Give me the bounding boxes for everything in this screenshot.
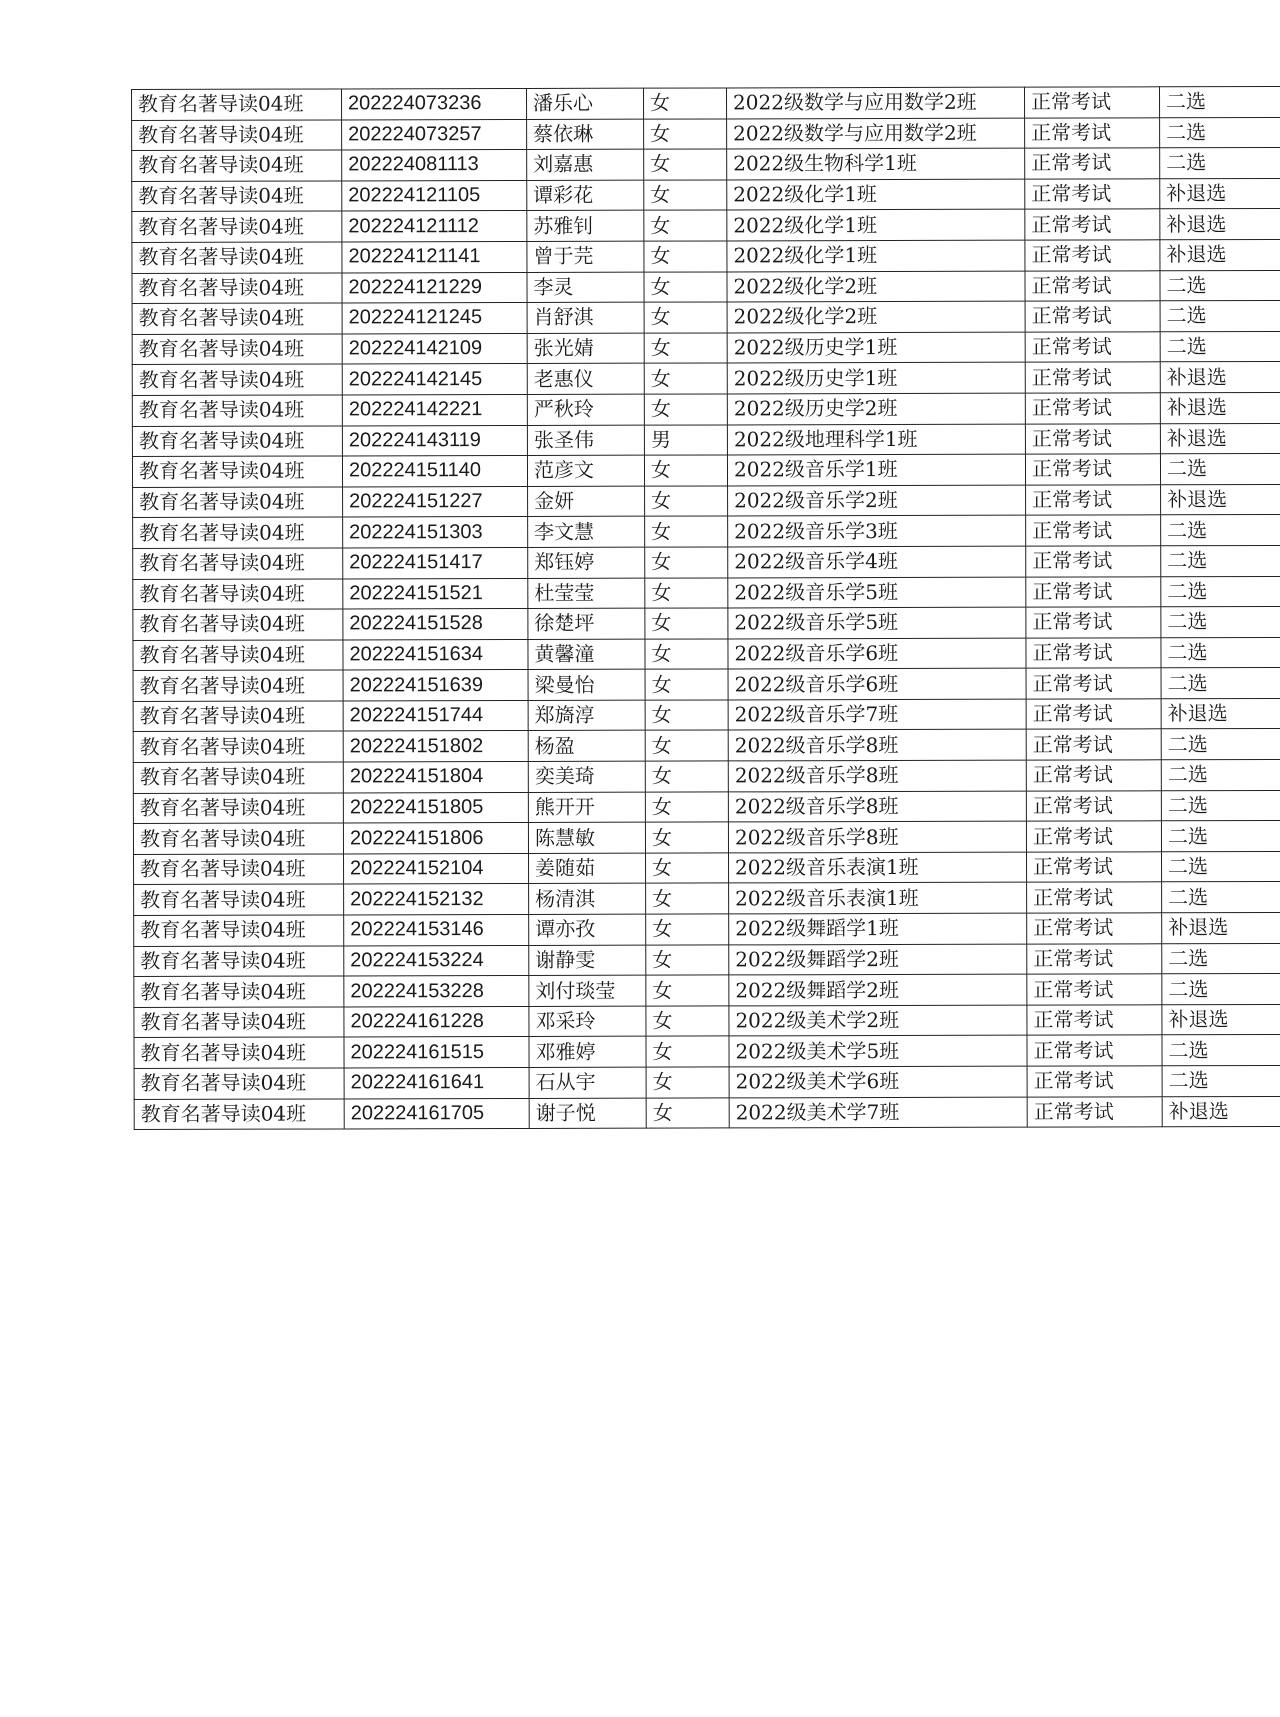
gender-cell: 女: [644, 241, 727, 272]
selection-type-cell: 二选: [1162, 1035, 1280, 1066]
gender-cell: 女: [646, 1006, 729, 1037]
class-cell: 2022级舞蹈学2班: [729, 974, 1027, 1005]
student-name-cell: 熊开开: [528, 792, 645, 823]
selection-type-cell: 二选: [1161, 790, 1280, 821]
selection-type-cell: 二选: [1161, 760, 1280, 791]
gender-cell: 女: [645, 608, 728, 639]
course-cell: 教育名著导读04班: [134, 946, 344, 977]
selection-type-cell: 补退选: [1160, 392, 1280, 423]
course-cell: 教育名著导读04班: [132, 456, 342, 487]
table-row: [132, 209, 1280, 243]
student-name-cell: 石从宇: [529, 1067, 646, 1098]
table-row: [133, 484, 1280, 518]
gender-cell: 女: [644, 363, 727, 394]
selection-type-cell: 二选: [1161, 668, 1280, 699]
class-cell: 2022级美术学2班: [729, 1005, 1027, 1036]
class-cell: 2022级音乐学6班: [728, 668, 1026, 699]
gender-cell: 女: [644, 272, 727, 303]
student-name-cell: 金妍: [528, 486, 645, 517]
student-id-cell: 202224151804: [343, 762, 528, 793]
table-row: [134, 912, 1280, 946]
student-id-cell: 202224151227: [343, 486, 528, 517]
class-cell: 2022级音乐学8班: [728, 760, 1026, 791]
student-id-cell: 202224073257: [342, 119, 527, 150]
gender-cell: 女: [644, 119, 727, 150]
course-cell: 教育名著导读04班: [134, 1037, 344, 1068]
table-row: [132, 331, 1280, 365]
class-cell: 2022级音乐表演1班: [729, 852, 1027, 883]
course-cell: 教育名著导读04班: [133, 609, 343, 640]
exam-type-cell: 正常考试: [1026, 821, 1161, 852]
class-cell: 2022级化学1班: [727, 240, 1025, 271]
course-cell: 教育名著导读04班: [134, 1007, 344, 1038]
student-name-cell: 姜随茹: [529, 853, 646, 884]
course-cell: 教育名著导读04班: [134, 884, 344, 915]
student-name-cell: 杜莹莹: [528, 578, 645, 609]
student-name-cell: 邓采玲: [529, 1006, 646, 1037]
table-row: [132, 178, 1280, 212]
selection-type-cell: 二选: [1161, 545, 1280, 576]
class-cell: 2022级音乐学8班: [728, 821, 1026, 852]
gender-cell: 女: [645, 516, 728, 547]
table-row: [132, 270, 1280, 304]
class-cell: 2022级音乐学4班: [728, 546, 1026, 577]
exam-type-cell: 正常考试: [1027, 943, 1162, 974]
selection-type-cell: 补退选: [1162, 1004, 1280, 1035]
selection-type-cell: 二选: [1161, 576, 1280, 607]
class-cell: 2022级音乐学1班: [727, 454, 1025, 485]
exam-type-cell: 正常考试: [1026, 790, 1161, 821]
student-id-cell: 202224151744: [343, 700, 528, 731]
student-id-cell: 202224121229: [342, 272, 527, 303]
selection-type-cell: 补退选: [1162, 912, 1280, 943]
student-id-cell: 202224161705: [344, 1098, 529, 1129]
student-id-cell: 202224151417: [343, 547, 528, 578]
student-id-cell: 202224151303: [343, 517, 528, 548]
student-name-cell: 李文慧: [528, 516, 645, 547]
selection-type-cell: 二选: [1162, 882, 1280, 913]
student-id-cell: 202224143119: [342, 425, 527, 456]
exam-type-cell: 正常考试: [1026, 576, 1161, 607]
exam-type-cell: 正常考试: [1027, 1005, 1162, 1036]
table-row: [134, 1035, 1280, 1069]
table-row: [133, 821, 1280, 855]
student-name-cell: 刘嘉惠: [527, 149, 644, 180]
exam-type-cell: 正常考试: [1025, 454, 1160, 485]
gender-cell: 女: [644, 302, 727, 333]
class-cell: 2022级生物科学1班: [727, 148, 1025, 179]
student-name-cell: 张圣伟: [527, 425, 644, 456]
table-row: [134, 851, 1280, 885]
exam-type-cell: 正常考试: [1027, 1096, 1162, 1127]
selection-type-cell: 二选: [1160, 117, 1280, 148]
course-cell: 教育名著导读04班: [134, 854, 344, 885]
gender-cell: 女: [645, 547, 728, 578]
selection-type-cell: 补退选: [1161, 698, 1280, 729]
selection-type-cell: 二选: [1161, 729, 1280, 760]
student-id-cell: 202224152104: [344, 853, 529, 884]
gender-cell: 女: [645, 639, 728, 670]
exam-type-cell: 正常考试: [1027, 913, 1162, 944]
table-row: [134, 943, 1280, 977]
student-name-cell: 奕美琦: [528, 761, 645, 792]
student-name-cell: 谭彩花: [527, 180, 644, 211]
class-cell: 2022级化学2班: [727, 271, 1025, 302]
class-cell: 2022级舞蹈学1班: [729, 913, 1027, 944]
student-id-cell: 202224081113: [342, 150, 527, 181]
gender-cell: 女: [644, 333, 727, 364]
exam-type-cell: 正常考试: [1025, 117, 1160, 148]
gender-cell: 女: [645, 486, 728, 517]
exam-type-cell: 正常考试: [1027, 1035, 1162, 1066]
class-cell: 2022级音乐学5班: [728, 577, 1026, 608]
table-row: [133, 576, 1280, 610]
class-cell: 2022级音乐学3班: [728, 515, 1026, 546]
selection-type-cell: 二选: [1162, 974, 1280, 1005]
student-id-cell: 202224142109: [342, 333, 527, 364]
gender-cell: 女: [644, 149, 727, 180]
student-name-cell: 陈慧敏: [528, 822, 645, 853]
student-name-cell: 黄馨潼: [528, 639, 645, 670]
course-cell: 教育名著导读04班: [132, 273, 342, 304]
exam-type-cell: 正常考试: [1026, 637, 1161, 668]
selection-type-cell: 二选: [1159, 86, 1280, 117]
course-cell: 教育名著导读04班: [134, 915, 344, 946]
exam-type-cell: 正常考试: [1025, 393, 1160, 424]
student-name-cell: 曾于芫: [527, 241, 644, 272]
course-cell: 教育名著导读04班: [132, 303, 342, 334]
exam-type-cell: 正常考试: [1027, 852, 1162, 883]
gender-cell: 女: [646, 853, 729, 884]
gender-cell: 女: [646, 914, 729, 945]
exam-type-cell: 正常考试: [1027, 1066, 1162, 1097]
student-id-cell: 202224151140: [342, 456, 527, 487]
gender-cell: 男: [644, 424, 727, 455]
selection-type-cell: 二选: [1161, 637, 1280, 668]
course-cell: 教育名著导读04班: [132, 364, 342, 395]
course-cell: 教育名著导读04班: [132, 395, 342, 426]
student-name-cell: 谢静雯: [529, 945, 646, 976]
class-cell: 2022级音乐学7班: [728, 699, 1026, 730]
selection-type-cell: 二选: [1162, 1065, 1280, 1096]
class-cell: 2022级音乐学2班: [728, 485, 1026, 516]
student-id-cell: 202224153228: [344, 976, 529, 1007]
gender-cell: 女: [646, 1098, 729, 1129]
class-cell: 2022级数学与应用数学2班: [726, 87, 1024, 118]
table-row: [132, 239, 1280, 273]
student-id-cell: 202224121245: [342, 303, 527, 334]
selection-type-cell: 二选: [1161, 607, 1280, 638]
table-row: [133, 790, 1280, 824]
student-name-cell: 郑旖淳: [528, 700, 645, 731]
student-id-cell: 202224151639: [343, 670, 528, 701]
exam-type-cell: 正常考试: [1025, 148, 1160, 179]
student-id-cell: 202224151805: [343, 792, 528, 823]
exam-type-cell: 正常考试: [1025, 179, 1160, 210]
student-id-cell: 202224151806: [343, 823, 528, 854]
selection-type-cell: 补退选: [1160, 178, 1280, 209]
exam-type-cell: 正常考试: [1026, 607, 1161, 638]
student-name-cell: 谭亦孜: [529, 914, 646, 945]
class-cell: 2022级音乐学8班: [728, 730, 1026, 761]
gender-cell: 女: [645, 730, 728, 761]
course-cell: 教育名著导读04班: [133, 670, 343, 701]
course-cell: 教育名著导读04班: [133, 517, 343, 548]
student-name-cell: 严秋玲: [527, 394, 644, 425]
exam-type-cell: 正常考试: [1027, 882, 1162, 913]
selection-type-cell: 二选: [1161, 821, 1280, 852]
course-cell: 教育名著导读04班: [132, 425, 342, 456]
selection-type-cell: 二选: [1162, 851, 1280, 882]
class-cell: 2022级历史学1班: [727, 332, 1025, 363]
exam-type-cell: 正常考试: [1026, 485, 1161, 516]
exam-type-cell: 正常考试: [1025, 362, 1160, 393]
table-row: [133, 668, 1280, 702]
class-cell: 2022级音乐表演1班: [729, 883, 1027, 914]
table-row: [133, 729, 1280, 763]
selection-type-cell: 二选: [1162, 943, 1280, 974]
selection-type-cell: 补退选: [1161, 484, 1280, 515]
student-name-cell: 谢子悦: [529, 1098, 646, 1129]
exam-type-cell: 正常考试: [1026, 699, 1161, 730]
student-name-cell: 刘付琰莹: [529, 975, 646, 1006]
gender-cell: 女: [645, 792, 728, 823]
gender-cell: 女: [644, 394, 727, 425]
course-cell: 教育名著导读04班: [133, 793, 343, 824]
student-name-cell: 杨盈: [528, 731, 645, 762]
student-id-cell: 202224151528: [343, 609, 528, 640]
table-row: [132, 148, 1280, 182]
student-id-cell: 202224161228: [344, 1006, 529, 1037]
class-cell: 2022级音乐学5班: [728, 607, 1026, 638]
gender-cell: 女: [646, 1036, 729, 1067]
course-cell: 教育名著导读04班: [134, 976, 344, 1007]
class-cell: 2022级音乐学6班: [728, 638, 1026, 669]
table-row: [132, 301, 1280, 335]
class-cell: 2022级数学与应用数学2班: [727, 118, 1025, 149]
course-cell: 教育名著导读04班: [132, 89, 342, 120]
student-id-cell: 202224161641: [344, 1067, 529, 1098]
exam-type-cell: 正常考试: [1026, 546, 1161, 577]
gender-cell: 女: [646, 975, 729, 1006]
class-cell: 2022级美术学5班: [729, 1036, 1027, 1067]
gender-cell: 女: [644, 180, 727, 211]
table-row: [132, 392, 1280, 426]
gender-cell: 女: [646, 945, 729, 976]
roster-body: [132, 86, 1280, 1129]
student-id-cell: 202224161515: [344, 1037, 529, 1068]
student-name-cell: 苏雅钊: [527, 211, 644, 242]
exam-type-cell: 正常考试: [1026, 515, 1161, 546]
table-row: [132, 362, 1280, 396]
gender-cell: 女: [645, 700, 728, 731]
student-name-cell: 老惠仪: [527, 364, 644, 395]
table-row: [132, 454, 1280, 488]
gender-cell: 女: [643, 88, 726, 119]
student-name-cell: 范彦文: [527, 455, 644, 486]
selection-type-cell: 补退选: [1160, 239, 1280, 270]
table-row: [133, 637, 1280, 671]
table-row: [133, 607, 1280, 641]
exam-type-cell: 正常考试: [1025, 270, 1160, 301]
student-id-cell: 202224073236: [342, 88, 527, 119]
exam-type-cell: 正常考试: [1025, 240, 1160, 271]
selection-type-cell: 二选: [1161, 515, 1280, 546]
exam-type-cell: 正常考试: [1026, 760, 1161, 791]
student-id-cell: 202224121105: [342, 180, 527, 211]
table-row: [134, 1004, 1280, 1038]
student-name-cell: 杨清淇: [529, 884, 646, 915]
exam-type-cell: 正常考试: [1025, 423, 1160, 454]
exam-type-cell: 正常考试: [1026, 729, 1161, 760]
class-cell: 2022级美术学7班: [729, 1097, 1027, 1128]
exam-type-cell: 正常考试: [1026, 668, 1161, 699]
student-name-cell: 张光婧: [527, 333, 644, 364]
course-cell: 教育名著导读04班: [132, 120, 342, 151]
selection-type-cell: 补退选: [1160, 362, 1280, 393]
course-cell: 教育名著导读04班: [133, 640, 343, 671]
gender-cell: 女: [644, 210, 727, 241]
student-id-cell: 202224142145: [342, 364, 527, 395]
student-id-cell: 202224153146: [344, 914, 529, 945]
table-row: [133, 760, 1280, 794]
table-row: [134, 882, 1280, 916]
course-cell: 教育名著导读04班: [132, 334, 342, 365]
student-name-cell: 梁曼怡: [528, 669, 645, 700]
student-id-cell: 202224142221: [342, 394, 527, 425]
table-row: [132, 423, 1280, 457]
student-name-cell: 肖舒淇: [527, 302, 644, 333]
exam-type-cell: 正常考试: [1024, 87, 1159, 118]
student-id-cell: 202224121141: [342, 241, 527, 272]
class-cell: 2022级历史学2班: [727, 393, 1025, 424]
table-row: [134, 1065, 1280, 1099]
class-cell: 2022级舞蹈学2班: [729, 944, 1027, 975]
gender-cell: 女: [644, 455, 727, 486]
student-name-cell: 邓雅婷: [529, 1037, 646, 1068]
student-id-cell: 202224121112: [342, 211, 527, 242]
selection-type-cell: 补退选: [1162, 1096, 1280, 1127]
course-cell: 教育名著导读04班: [132, 211, 342, 242]
table-row: [132, 86, 1280, 120]
student-id-cell: 202224152132: [344, 884, 529, 915]
student-name-cell: 李灵: [527, 272, 644, 303]
selection-type-cell: 二选: [1160, 331, 1280, 362]
selection-type-cell: 二选: [1160, 301, 1280, 332]
class-cell: 2022级音乐学8班: [728, 791, 1026, 822]
course-cell: 教育名著导读04班: [133, 823, 343, 854]
class-cell: 2022级化学2班: [727, 301, 1025, 332]
table-row: [133, 698, 1280, 732]
selection-type-cell: 二选: [1160, 148, 1280, 179]
table-row: [134, 974, 1280, 1008]
course-cell: 教育名著导读04班: [132, 150, 342, 181]
course-cell: 教育名著导读04班: [133, 731, 343, 762]
student-name-cell: 郑钰婷: [528, 547, 645, 578]
gender-cell: 女: [645, 761, 728, 792]
table-row: [133, 545, 1280, 579]
exam-type-cell: 正常考试: [1027, 974, 1162, 1005]
student-name-cell: 徐楚坪: [528, 608, 645, 639]
selection-type-cell: 二选: [1160, 270, 1280, 301]
gender-cell: 女: [645, 822, 728, 853]
student-id-cell: 202224151634: [343, 639, 528, 670]
class-cell: 2022级地理科学1班: [727, 424, 1025, 455]
student-id-cell: 202224151802: [343, 731, 528, 762]
course-cell: 教育名著导读04班: [133, 548, 343, 579]
student-roster-table: [131, 86, 1280, 1130]
exam-type-cell: 正常考试: [1025, 332, 1160, 363]
course-cell: 教育名著导读04班: [132, 181, 342, 212]
table-row: [132, 117, 1280, 151]
selection-type-cell: 二选: [1160, 454, 1280, 485]
class-cell: 2022级化学1班: [727, 179, 1025, 210]
gender-cell: 女: [646, 883, 729, 914]
course-cell: 教育名著导读04班: [133, 487, 343, 518]
gender-cell: 女: [645, 577, 728, 608]
exam-type-cell: 正常考试: [1025, 209, 1160, 240]
course-cell: 教育名著导读04班: [134, 1099, 344, 1130]
course-cell: 教育名著导读04班: [133, 578, 343, 609]
student-name-cell: 蔡依琳: [527, 119, 644, 150]
gender-cell: 女: [645, 669, 728, 700]
class-cell: 2022级历史学1班: [727, 363, 1025, 394]
student-id-cell: 202224151521: [343, 578, 528, 609]
selection-type-cell: 补退选: [1160, 423, 1280, 454]
course-cell: 教育名著导读04班: [133, 701, 343, 732]
table-row: [134, 1096, 1280, 1130]
class-cell: 2022级美术学6班: [729, 1066, 1027, 1097]
student-name-cell: 潘乐心: [526, 88, 643, 119]
gender-cell: 女: [646, 1067, 729, 1098]
course-cell: 教育名著导读04班: [134, 1068, 344, 1099]
selection-type-cell: 补退选: [1160, 209, 1280, 240]
course-cell: 教育名著导读04班: [133, 762, 343, 793]
course-cell: 教育名著导读04班: [132, 242, 342, 273]
exam-type-cell: 正常考试: [1025, 301, 1160, 332]
table-row: [133, 515, 1280, 549]
class-cell: 2022级化学1班: [727, 210, 1025, 241]
student-id-cell: 202224153224: [344, 945, 529, 976]
